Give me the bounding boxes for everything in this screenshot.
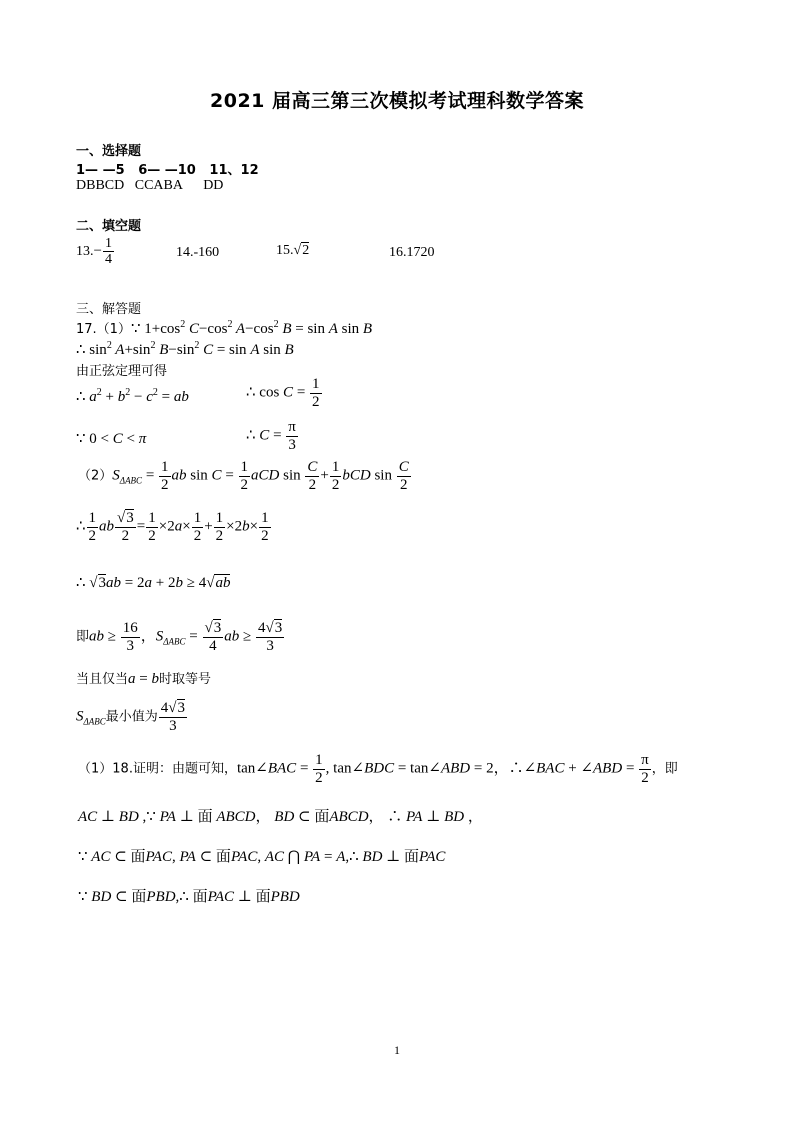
q17-line1: 17.（1）∵ $1+\cos^2$ $C-\cos^2$ $A-\cos^2$ B = sin A sin B xyxy=(76,319,373,337)
section3-heading: 三、解答题 xyxy=(76,302,142,317)
q17-cosC: ∴ cos C = $\frac{1}{2}$ xyxy=(246,376,320,410)
q17-sine-rule: 由正弦定理可得 xyxy=(76,364,168,379)
page-title: 2021 届高三第三次模拟考试理科数学答案 xyxy=(210,90,584,112)
answer-16: 16.1720 xyxy=(389,245,435,260)
page-number: 1 xyxy=(394,1043,400,1057)
q17-equality-condition: 当且仅当a = b时取等号 xyxy=(76,671,211,687)
q18-line2: AC ⊥ BD ,∵ PA ⊥ 面 ABCD， BD ⊂ 面ABCD， ∴ PA ⊥ BD ， xyxy=(78,809,483,825)
q17-substitution: ∴ $\frac{1}{2}$ ab $\frac{√3}{2}$ = $\frac{1}{2}$ ×2a× $\frac{1}{2}$ + $\frac{1}{2}$ ×2b× $\frac{1}{2}$ xyxy=(76,510,269,544)
answer-15: 15.√2 xyxy=(276,243,310,258)
q17-ab-bound: 即ab ≥ $\frac{16}{3}$ ，$S_{\Delta ABC}$ = $\frac{√3}{4}$ ab ≥ $\frac{4√3}{3}$ xyxy=(76,620,283,654)
q17-inequality: ∴ √3ab = 2a + 2b ≥ 4√ab xyxy=(76,575,231,591)
q18-line3: ∵ AC ⊂ 面PAC, PA ⊂ 面PAC, AC ⋂ PA = A,∴ BD ⊥ 面PAC xyxy=(78,849,446,865)
q17-line2: ∴ $\sin^2 A+\sin^2$ $B-\sin^2$ C = sin A sin B xyxy=(76,340,294,358)
section2-heading: 二、填空题 xyxy=(76,219,142,234)
section1-heading: 一、选择题 xyxy=(76,144,142,159)
q17-range: ∵ 0 < C < π xyxy=(76,431,147,447)
q17-area-eq: $(2)S_{\Delta ABC}$ = $\frac{1}{2}$ ab sin C = $\frac{1}{2}$ aCD sin $\frac{C}{2}$ + $\frac{1}{2}$ bCD sin $\frac{C}{2}$ xyxy=(78,459,409,493)
choice-answers: DBBCD CCABA DD xyxy=(76,178,224,193)
q17-min-area: $S_{\Delta ABC}$最小值为 $\frac{4√3}{3}$ xyxy=(76,700,186,734)
q17-cosine-eq: ∴ $a^2 + b^2 - c^2$ = ab xyxy=(76,387,189,405)
q18-line4: ∵ BD ⊂ 面PBD,∴ 面PAC ⊥ 面PBD xyxy=(78,889,300,905)
q17-C-value: ∴ C = $\frac{\pi}{3}$ xyxy=(246,419,296,453)
answer-13: 13.− $\frac{1}{4}$ xyxy=(76,236,112,268)
q18-line1: （1）18.证明：由题可知，tan∠BAC = $\frac{1}{2}$ , tan∠BDC = tan∠ABD = 2，∴∠BAC + ∠ABD = $\frac{\pi}{2}$ ，即 xyxy=(78,752,678,786)
answer-14: 14.-160 xyxy=(176,245,220,260)
choice-ranges: 1— —5 6— —10 11、12 xyxy=(76,163,259,178)
